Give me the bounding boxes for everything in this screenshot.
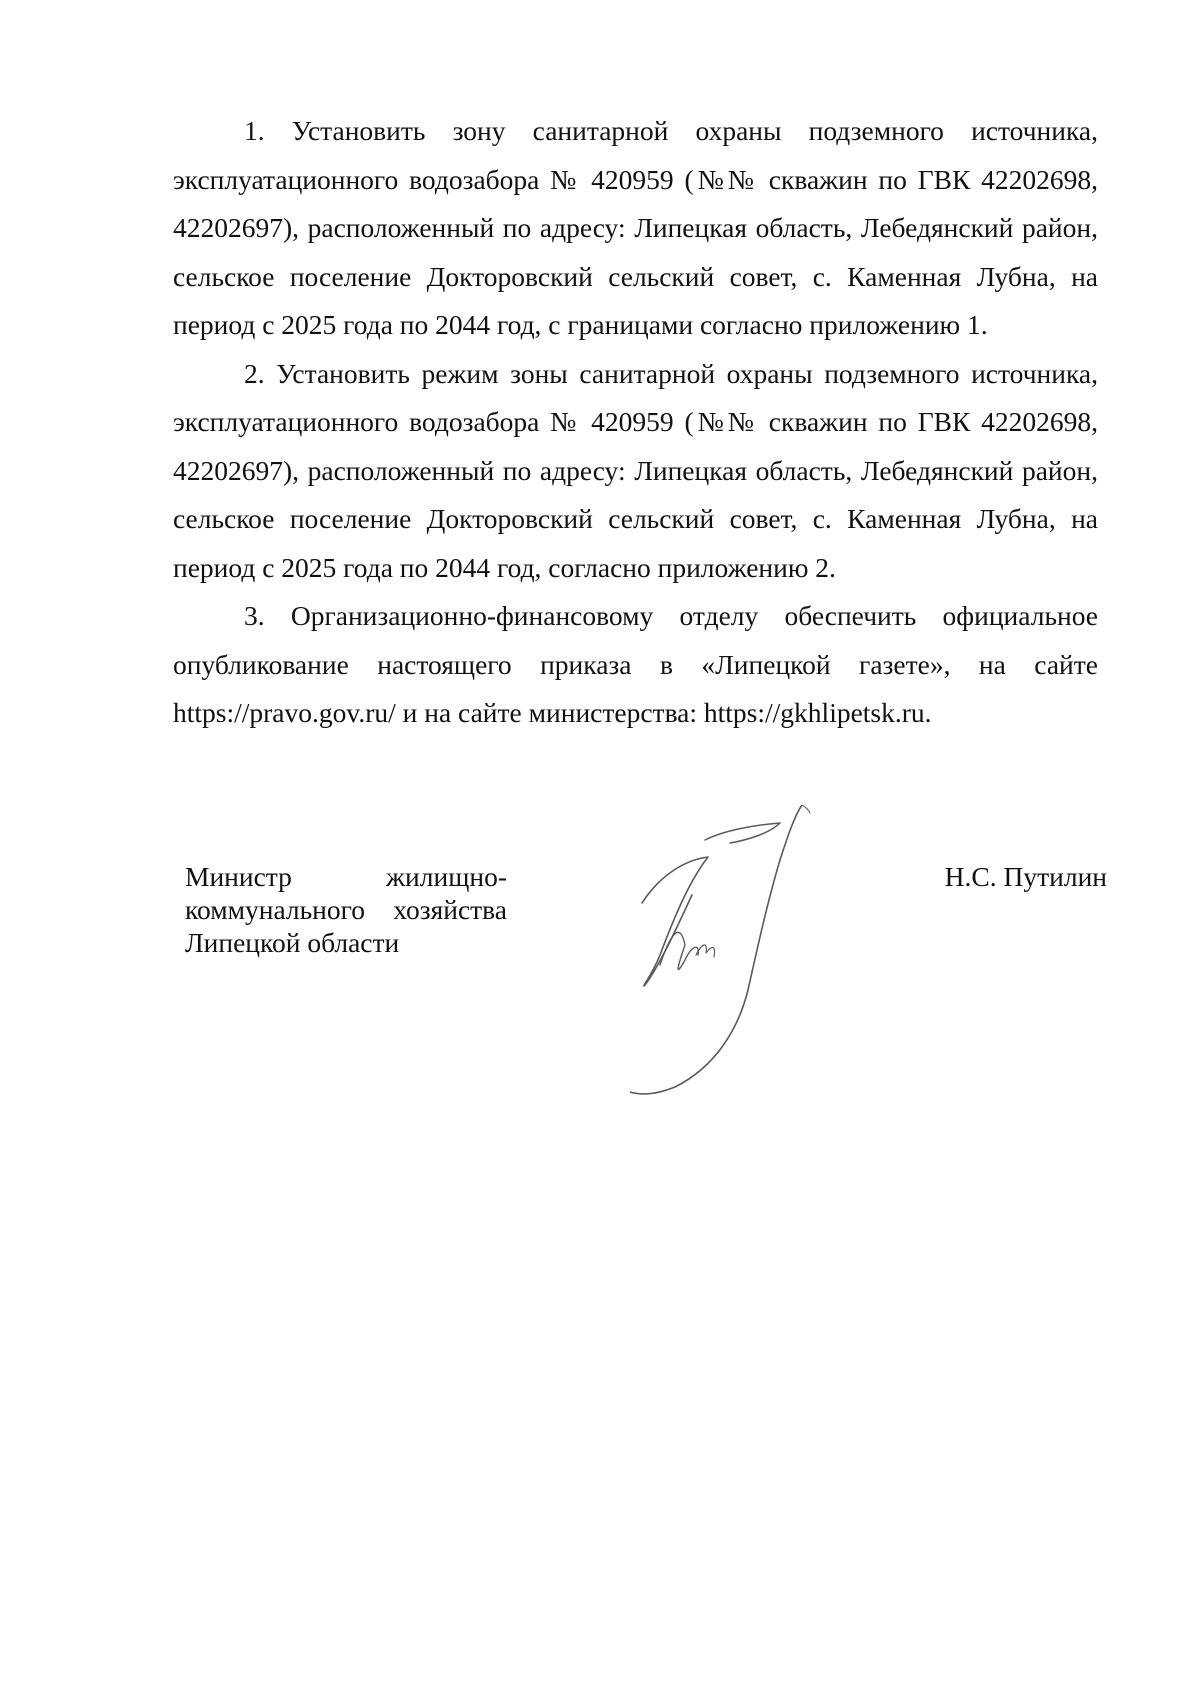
signer-title-line-2: коммунального хозяйства	[185, 894, 507, 925]
paragraph-1: 1. Установить зону санитарной охраны подземного источника, эксплуатационного водозабора № 420959 (№№ скважин по ГВК 42202698, 42202697), расположенный по адресу: Липецкая область, Лебедянский район, сельское поселение Докторовский сельский совет, с. Каменная Лубна, на период с 2025 года по 2044 год, с границами согласно приложению 1.	[173, 115, 1098, 340]
paragraph-2: 2. Установить режим зоны санитарной охраны подземного источника, эксплуатационного водозабора № 420959 (№№ скважин по ГВК 42202698, 42202697), расположенный по адресу: Липецкая область, Лебедянский район, сельское поселение Докторовский сельский совет, с. Каменная Лубна, на период с 2025 года по 2044 год, согласно приложению 2.	[173, 357, 1098, 583]
handwritten-signature	[630, 805, 880, 1095]
signer-name: Н.С. Путилин	[944, 861, 1107, 892]
signer-title	[185, 860, 507, 959]
signer-title-line-1: Министр жилищно-	[185, 861, 507, 892]
signer-title-line-3: Липецкой области	[185, 927, 400, 958]
paragraph-3: 3. Организационно-финансовому отделу обеспечить официальное опубликование настоящего приказа в «Липецкой газете», на сайте https://pravo.gov.ru/ и на сайте министерства: https://gkhlipetsk.ru.	[173, 600, 1098, 728]
document-body	[173, 107, 1098, 738]
